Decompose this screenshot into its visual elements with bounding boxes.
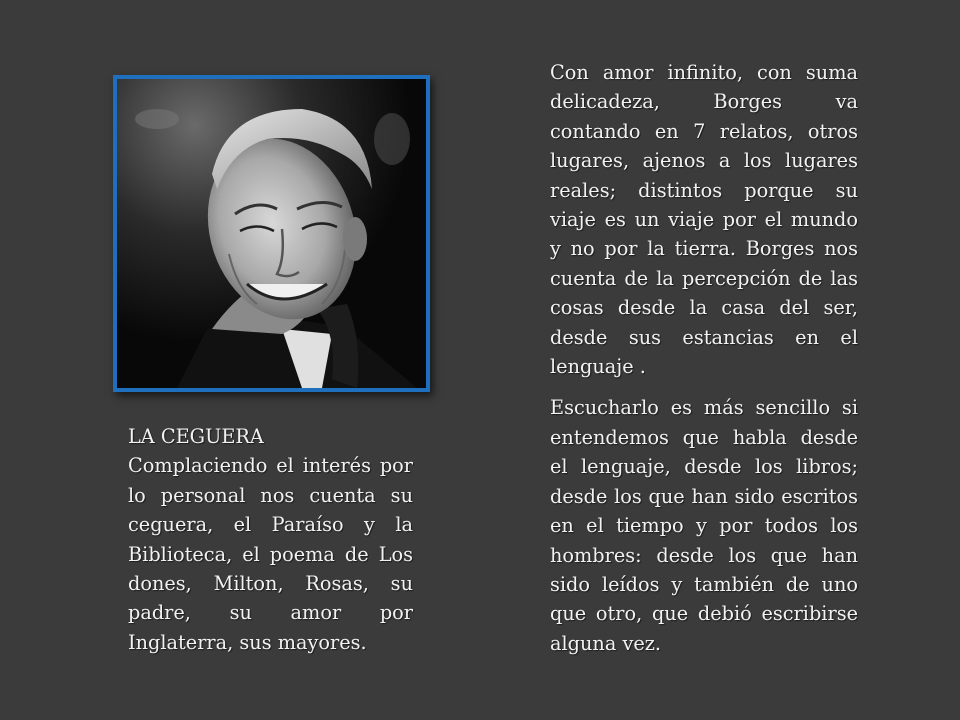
section-body: Complaciendo el interés por lo personal nos cuenta su ceguera, el Paraíso y la Biblioteca, el poema de Los dones, Milton, Rosas, su padre, su amor por Inglaterra, sus mayores. — [128, 454, 413, 654]
description-paragraph-1: Con amor infinito, con suma delicadeza, Borges va contando en 7 relatos, otros lugares, ajenos a los lugares reales; distintos porque su viaje es un viaje por el mundo y no por la tierra. Borges nos cuenta de la percepción de las cosas desde la casa del ser, desde sus estancias en el lenguaje . — [550, 61, 858, 379]
description-column — [550, 58, 858, 670]
section-heading: LA CEGUERA — [128, 425, 264, 448]
ceguera-section — [128, 422, 413, 657]
author-portrait — [113, 75, 430, 392]
portrait-image — [117, 79, 426, 388]
description-paragraph-2: Escucharlo es más sencillo si entendemos que habla desde el lenguaje, desde los libros; desde los que han sido escritos en el tiempo y por todos los hombres: desde los que han sido leídos y también de uno que otro, que debió escribirse alguna vez. — [550, 396, 858, 655]
